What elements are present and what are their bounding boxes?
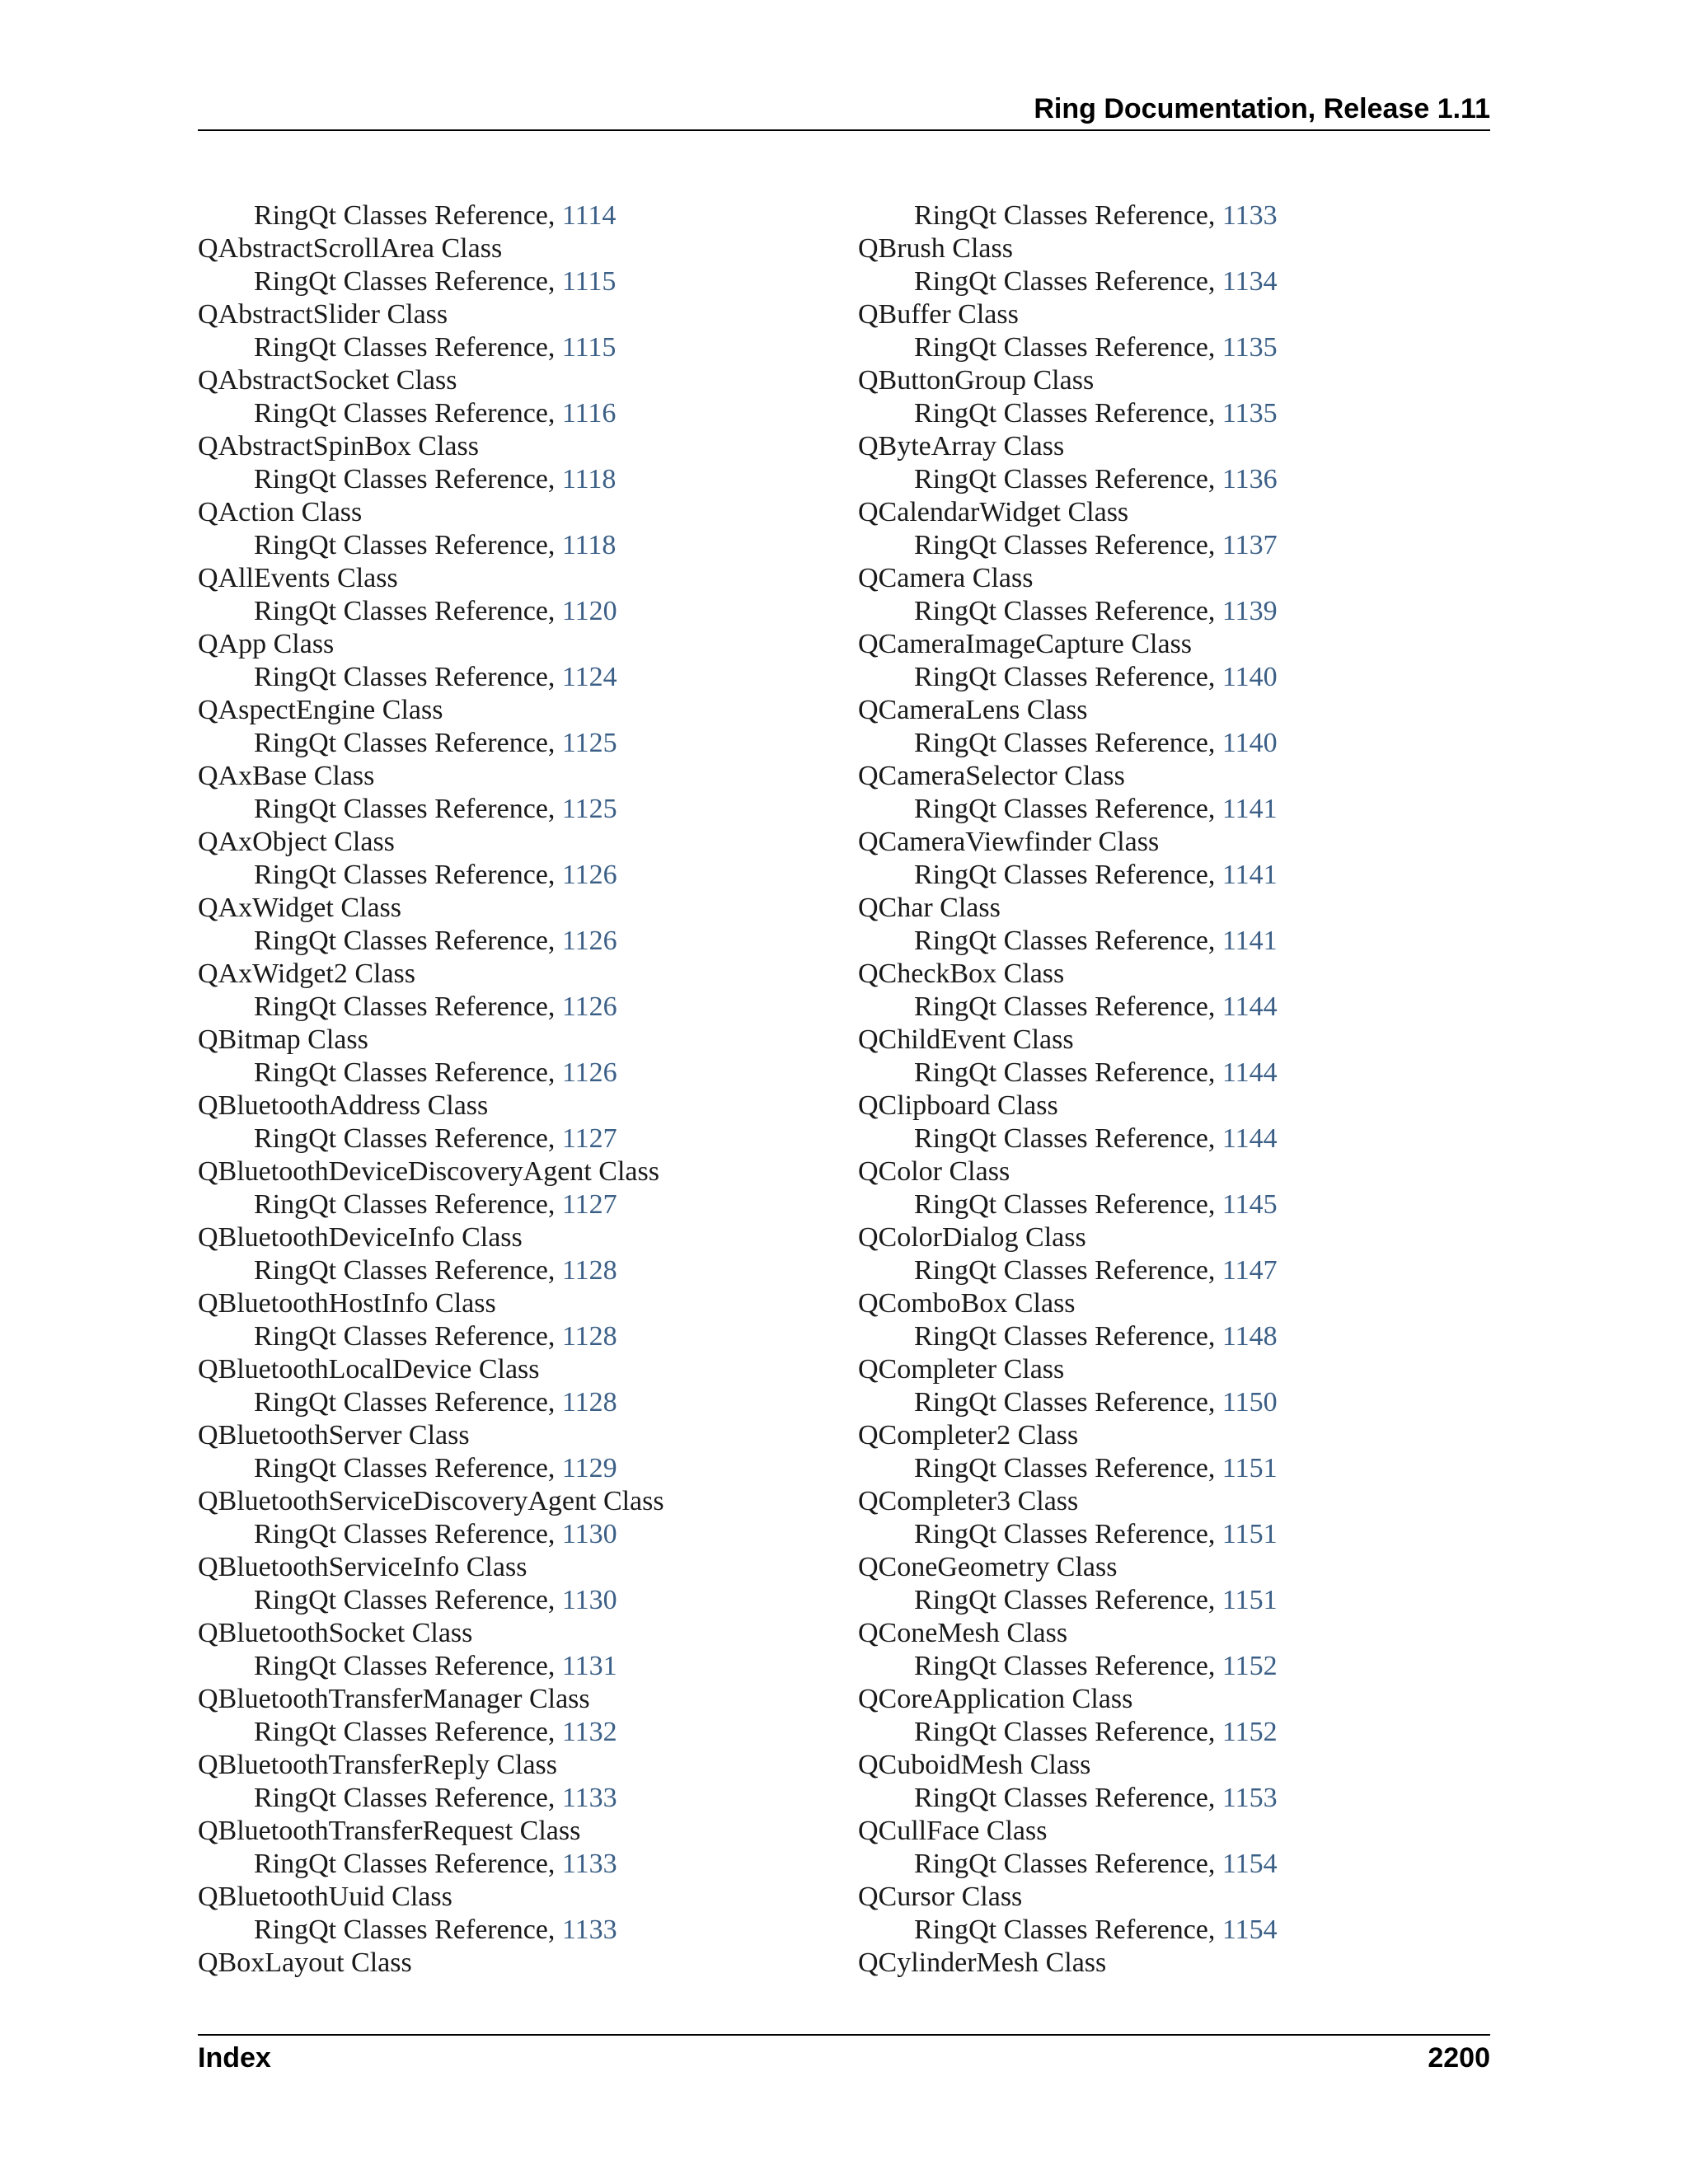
index-subentry	[858, 1254, 1484, 1287]
subentry-label: RingQt Classes Reference,	[254, 1717, 562, 1747]
index-subentry	[198, 793, 824, 826]
index-entry: QAbstractScrollArea Class	[198, 233, 503, 264]
subentry-label: RingQt Classes Reference,	[254, 991, 562, 1022]
index-subentry	[198, 859, 824, 892]
index-entry: QBluetoothServiceDiscoveryAgent Class	[198, 1486, 664, 1516]
index-entry: QButtonGroup Class	[858, 365, 1095, 396]
index-entry: QCameraImageCapture Class	[858, 629, 1193, 659]
index-entry: QBluetoothTransferManager Class	[198, 1684, 590, 1714]
page-link[interactable]: 1132	[561, 1717, 617, 1747]
index-entry: QCamera Class	[858, 563, 1034, 593]
index-entry: QCuboidMesh Class	[858, 1750, 1091, 1780]
index-entry: QCompleter Class	[858, 1354, 1065, 1385]
subentry-label: RingQt Classes Reference,	[914, 1123, 1222, 1154]
index-entry: QBoxLayout Class	[198, 1947, 412, 1978]
index-entry: QAbstractSlider Class	[198, 299, 448, 330]
index-subentry	[858, 1782, 1484, 1815]
index-subentry	[198, 1518, 824, 1551]
index-subentry	[198, 1452, 824, 1485]
footer-page-number: 2200	[1428, 2042, 1490, 2074]
index-entry: QBrush Class	[858, 233, 1013, 264]
index-entry: QCompleter3 Class	[858, 1486, 1079, 1516]
subentry-label: RingQt Classes Reference,	[254, 530, 562, 560]
index-entry: QCursor Class	[858, 1882, 1023, 1912]
subentry-label: RingQt Classes Reference,	[914, 1585, 1222, 1615]
index-entry: QAxBase Class	[198, 761, 375, 791]
index-subentry	[858, 859, 1484, 892]
page-link[interactable]: 1125	[561, 794, 617, 824]
page-link[interactable]: 1151	[1221, 1453, 1278, 1483]
index-entry: QColorDialog Class	[858, 1222, 1086, 1253]
subentry-label: RingQt Classes Reference,	[254, 596, 562, 626]
index-entry: QBluetoothUuid Class	[198, 1882, 452, 1912]
index-entry: QBluetoothDeviceDiscoveryAgent Class	[198, 1156, 659, 1187]
page-link[interactable]: 1131	[561, 1651, 617, 1681]
page-link[interactable]: 1128	[561, 1255, 617, 1286]
index-entry: QConeMesh Class	[858, 1618, 1068, 1648]
index-entry: QByteArray Class	[858, 431, 1065, 462]
index-subentry	[858, 727, 1484, 760]
subentry-label: RingQt Classes Reference,	[254, 1651, 562, 1681]
page-link[interactable]: 1129	[561, 1453, 617, 1483]
page-link[interactable]: 1135	[1221, 398, 1278, 429]
header-rule	[198, 129, 1490, 131]
subentry-label: RingQt Classes Reference,	[254, 1123, 562, 1154]
subentry-label: RingQt Classes Reference,	[254, 200, 562, 231]
index-entry: QColor Class	[858, 1156, 1010, 1187]
page-link[interactable]: 1133	[561, 1849, 617, 1879]
subentry-label: RingQt Classes Reference,	[914, 1783, 1222, 1813]
page-link[interactable]: 1139	[1221, 596, 1278, 626]
index-subentry	[858, 1848, 1484, 1881]
index-entry: QAspectEngine Class	[198, 695, 443, 725]
page-link[interactable]: 1126	[561, 926, 617, 956]
index-subentry	[858, 1122, 1484, 1155]
index-subentry	[198, 1650, 824, 1683]
subentry-label: RingQt Classes Reference,	[914, 1321, 1222, 1352]
index-subentry	[198, 265, 824, 298]
page-link[interactable]: 1141	[1221, 860, 1278, 890]
index-entry: QAxWidget Class	[198, 893, 401, 923]
page-link[interactable]: 1151	[1221, 1519, 1278, 1549]
index-entry: QCalendarWidget Class	[858, 497, 1129, 527]
subentry-label: RingQt Classes Reference,	[914, 1189, 1222, 1220]
subentry-label: RingQt Classes Reference,	[254, 332, 562, 363]
page-link[interactable]: 1148	[1221, 1321, 1278, 1352]
index-entry: QChar Class	[858, 893, 1001, 923]
subentry-label: RingQt Classes Reference,	[914, 1057, 1222, 1088]
subentry-label: RingQt Classes Reference,	[914, 728, 1222, 758]
index-entry: QBluetoothDeviceInfo Class	[198, 1222, 523, 1253]
subentry-label: RingQt Classes Reference,	[254, 1783, 562, 1813]
index-entry: QCameraSelector Class	[858, 761, 1125, 791]
subentry-label: RingQt Classes Reference,	[914, 1651, 1222, 1681]
index-entry: QBuffer Class	[858, 299, 1019, 330]
index-subentry	[858, 1452, 1484, 1485]
index-subentry	[198, 1386, 824, 1419]
page-link[interactable]: 1126	[561, 860, 617, 890]
index-subentry	[858, 529, 1484, 562]
subentry-label: RingQt Classes Reference,	[914, 794, 1222, 824]
index-subentry	[198, 1914, 824, 1947]
subentry-label: RingQt Classes Reference,	[254, 1915, 562, 1945]
index-subentry	[198, 1122, 824, 1155]
index-subentry	[858, 1386, 1484, 1419]
subentry-label: RingQt Classes Reference,	[254, 398, 562, 429]
index-entry: QConeGeometry Class	[858, 1552, 1118, 1582]
page-link[interactable]: 1128	[561, 1321, 617, 1352]
index-subentry	[198, 925, 824, 958]
page-link[interactable]: 1144	[1221, 1057, 1278, 1088]
index-entry: QAxObject Class	[198, 827, 395, 857]
index-subentry	[198, 529, 824, 562]
page-link[interactable]: 1120	[561, 596, 617, 626]
index-entry: QBluetoothAddress Class	[198, 1090, 489, 1121]
index-entry: QCheckBox Class	[858, 958, 1065, 989]
subentry-label: RingQt Classes Reference,	[254, 662, 562, 692]
subentry-label: RingQt Classes Reference,	[914, 1717, 1222, 1747]
page-link[interactable]: 1126	[561, 991, 617, 1022]
index-entry: QClipboard Class	[858, 1090, 1058, 1121]
subentry-label: RingQt Classes Reference,	[254, 1849, 562, 1879]
index-subentry	[198, 463, 824, 496]
index-entry: QAbstractSpinBox Class	[198, 431, 479, 462]
subentry-label: RingQt Classes Reference,	[254, 1519, 562, 1549]
page-link[interactable]: 1124	[561, 662, 617, 692]
subentry-label: RingQt Classes Reference,	[254, 794, 562, 824]
index-column-right	[858, 199, 1484, 1980]
page-link[interactable]: 1125	[561, 728, 617, 758]
index-entry: QChildEvent Class	[858, 1024, 1074, 1055]
subentry-label: RingQt Classes Reference,	[254, 1387, 562, 1418]
index-subentry	[198, 991, 824, 1024]
index-entry: QBluetoothTransferRequest Class	[198, 1816, 581, 1846]
page-link[interactable]: 1153	[1221, 1783, 1278, 1813]
index-subentry	[858, 1584, 1484, 1617]
subentry-label: RingQt Classes Reference,	[914, 1849, 1222, 1879]
index-entry: QCameraLens Class	[858, 695, 1088, 725]
index-entry: QBluetoothServer Class	[198, 1420, 470, 1451]
index-subentry	[858, 991, 1484, 1024]
index-entry: QBluetoothSocket Class	[198, 1618, 473, 1648]
page-link[interactable]: 1115	[561, 332, 617, 363]
page-link[interactable]: 1154	[1221, 1915, 1278, 1945]
index-entry: QBluetoothHostInfo Class	[198, 1288, 496, 1319]
subentry-label: RingQt Classes Reference,	[254, 464, 562, 494]
page-link[interactable]: 1126	[561, 1057, 617, 1088]
index-entry: QCameraViewfinder Class	[858, 827, 1160, 857]
subentry-label: RingQt Classes Reference,	[254, 1321, 562, 1352]
subentry-label: RingQt Classes Reference,	[914, 1519, 1222, 1549]
page-link[interactable]: 1130	[561, 1519, 617, 1549]
subentry-label: RingQt Classes Reference,	[914, 662, 1222, 692]
index-column-left	[198, 199, 824, 1980]
index-subentry	[858, 1320, 1484, 1353]
page-link[interactable]: 1136	[1221, 464, 1278, 494]
index-subentry	[858, 1716, 1484, 1749]
page-link[interactable]: 1133	[1221, 200, 1278, 231]
index-subentry	[198, 1848, 824, 1881]
page-link[interactable]: 1135	[1221, 332, 1278, 363]
page-link[interactable]: 1115	[561, 266, 617, 297]
index-subentry	[198, 1584, 824, 1617]
subentry-label: RingQt Classes Reference,	[254, 1255, 562, 1286]
subentry-label: RingQt Classes Reference,	[914, 530, 1222, 560]
index-subentry	[858, 1188, 1484, 1221]
subentry-label: RingQt Classes Reference,	[254, 926, 562, 956]
page-link[interactable]: 1133	[561, 1915, 617, 1945]
index-subentry	[858, 661, 1484, 694]
index-entry: QAllEvents Class	[198, 563, 398, 593]
index-subentry	[858, 1650, 1484, 1683]
subentry-label: RingQt Classes Reference,	[254, 860, 562, 890]
subentry-label: RingQt Classes Reference,	[254, 1057, 562, 1088]
index-subentry	[858, 397, 1484, 430]
page-link[interactable]: 1134	[1221, 266, 1278, 297]
index-subentry	[858, 595, 1484, 628]
index-entry: QAction Class	[198, 497, 363, 527]
index-subentry	[858, 199, 1484, 232]
page-link[interactable]: 1130	[561, 1585, 617, 1615]
index-subentry	[198, 1188, 824, 1221]
index-entry: QBluetoothLocalDevice Class	[198, 1354, 540, 1385]
index-subentry	[198, 1057, 824, 1090]
page-link[interactable]: 1127	[561, 1189, 617, 1220]
subentry-label: RingQt Classes Reference,	[914, 398, 1222, 429]
index-entry: QCylinderMesh Class	[858, 1947, 1107, 1978]
page-link[interactable]: 1118	[561, 464, 617, 494]
index-subentry	[198, 1254, 824, 1287]
subentry-label: RingQt Classes Reference,	[914, 200, 1222, 231]
index-subentry	[198, 595, 824, 628]
footer-section-label: Index	[198, 2042, 271, 2074]
page-link[interactable]: 1140	[1221, 662, 1278, 692]
index-subentry	[858, 265, 1484, 298]
index-subentry	[198, 397, 824, 430]
index-entry: QAxWidget2 Class	[198, 958, 415, 989]
page-link[interactable]: 1133	[561, 1783, 617, 1813]
index-subentry	[858, 1914, 1484, 1947]
page-link[interactable]: 1114	[561, 200, 617, 231]
page-link[interactable]: 1145	[1221, 1189, 1278, 1220]
page-link[interactable]: 1144	[1221, 991, 1278, 1022]
subentry-label: RingQt Classes Reference,	[914, 991, 1222, 1022]
index-entry: QBluetoothTransferReply Class	[198, 1750, 558, 1780]
subentry-label: RingQt Classes Reference,	[914, 464, 1222, 494]
subentry-label: RingQt Classes Reference,	[914, 1255, 1222, 1286]
page-link[interactable]: 1127	[561, 1123, 617, 1154]
index-entry: QApp Class	[198, 629, 335, 659]
index-entry: QCullFace Class	[858, 1816, 1048, 1846]
index-subentry	[198, 199, 824, 232]
index-entry: QCompleter2 Class	[858, 1420, 1079, 1451]
index-subentry	[198, 1716, 824, 1749]
subentry-label: RingQt Classes Reference,	[914, 1453, 1222, 1483]
page-header-title: Ring Documentation, Release 1.11	[1034, 93, 1490, 124]
subentry-label: RingQt Classes Reference,	[254, 266, 562, 297]
index-entry: QAbstractSocket Class	[198, 365, 457, 396]
page-link[interactable]: 1128	[561, 1387, 617, 1418]
index-entry: QCoreApplication Class	[858, 1684, 1133, 1714]
index-subentry	[858, 925, 1484, 958]
footer-rule	[198, 2034, 1490, 2036]
index-subentry	[858, 1057, 1484, 1090]
subentry-label: RingQt Classes Reference,	[914, 926, 1222, 956]
subentry-label: RingQt Classes Reference,	[254, 1453, 562, 1483]
page-link[interactable]: 1150	[1221, 1387, 1278, 1418]
page-link[interactable]: 1118	[561, 530, 617, 560]
page-link[interactable]: 1152	[1221, 1717, 1278, 1747]
index-subentry	[858, 331, 1484, 364]
index-entry: QBitmap Class	[198, 1024, 368, 1055]
subentry-label: RingQt Classes Reference,	[914, 1915, 1222, 1945]
index-subentry	[858, 793, 1484, 826]
page-link[interactable]: 1141	[1221, 926, 1278, 956]
subentry-label: RingQt Classes Reference,	[254, 728, 562, 758]
subentry-label: RingQt Classes Reference,	[254, 1585, 562, 1615]
subentry-label: RingQt Classes Reference,	[254, 1189, 562, 1220]
index-subentry	[198, 1320, 824, 1353]
index-subentry	[198, 661, 824, 694]
page-link[interactable]: 1151	[1221, 1585, 1278, 1615]
page-link[interactable]: 1116	[561, 398, 617, 429]
index-subentry	[198, 727, 824, 760]
page-link[interactable]: 1137	[1221, 530, 1278, 560]
subentry-label: RingQt Classes Reference,	[914, 332, 1222, 363]
page-link[interactable]: 1154	[1221, 1849, 1278, 1879]
page-link[interactable]: 1140	[1221, 728, 1278, 758]
subentry-label: RingQt Classes Reference,	[914, 860, 1222, 890]
page-link[interactable]: 1152	[1221, 1651, 1278, 1681]
subentry-label: RingQt Classes Reference,	[914, 1387, 1222, 1418]
page-link[interactable]: 1141	[1221, 794, 1278, 824]
index-subentry	[858, 1518, 1484, 1551]
page-link[interactable]: 1144	[1221, 1123, 1278, 1154]
index-entry: QBluetoothServiceInfo Class	[198, 1552, 528, 1582]
subentry-label: RingQt Classes Reference,	[914, 266, 1222, 297]
index-subentry	[198, 1782, 824, 1815]
index-entry: QComboBox Class	[858, 1288, 1076, 1319]
index-subentry	[858, 463, 1484, 496]
page-link[interactable]: 1147	[1221, 1255, 1278, 1286]
subentry-label: RingQt Classes Reference,	[914, 596, 1222, 626]
index-subentry	[198, 331, 824, 364]
